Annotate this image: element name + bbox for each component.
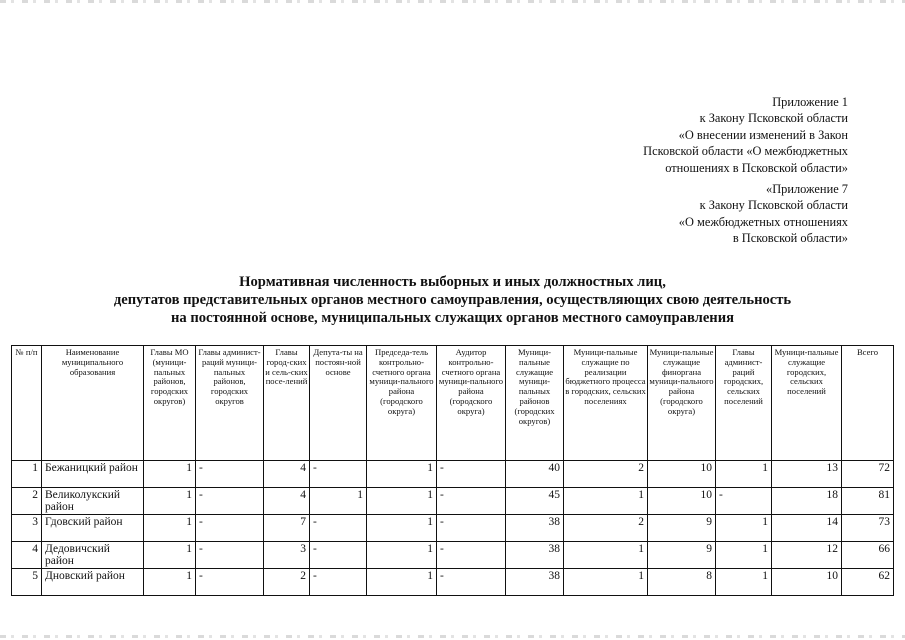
cell-value: - [196, 461, 264, 488]
cell-value: 1 [367, 488, 437, 515]
cell-index: 2 [12, 488, 42, 515]
cell-value: 7 [264, 515, 310, 542]
cell-index: 3 [12, 515, 42, 542]
header-budget-employees: Муници-пальные служащие по реализации бюджетного процесса в городских, сельских поселениях [564, 346, 648, 461]
title-line: на постоянной основе, муниципальных служащих органов местного самоуправления [170, 310, 735, 326]
header-heads-administrations: Главы админист-раций муници-пальных районов, городских округов [196, 346, 264, 461]
cell-value: - [437, 515, 506, 542]
cell-value: 38 [506, 569, 564, 596]
cell-value: 4 [264, 488, 310, 515]
cell-value: 1 [367, 515, 437, 542]
cell-value: 1 [716, 461, 772, 488]
cell-value: 10 [648, 488, 716, 515]
cell-value: 1 [367, 542, 437, 569]
cell-value: 1 [367, 569, 437, 596]
appendix-7-note [679, 181, 848, 247]
cell-value: - [310, 542, 367, 569]
cell-municipality: Гдовский район [42, 515, 144, 542]
cell-value: 1 [367, 461, 437, 488]
appendix-1-line: Псковской области «О межбюджетных [643, 144, 848, 159]
header-municipality: Наименование муниципального образования [42, 346, 144, 461]
cell-value: 9 [648, 542, 716, 569]
appendix-7-line: «О межбюджетных отношениях [678, 214, 848, 229]
cell-index: 5 [12, 569, 42, 596]
header-settlement-admin-heads: Главы админист-раций городских, сельских поселений [716, 346, 772, 461]
cell-total: 81 [842, 488, 894, 515]
cell-value: 12 [772, 542, 842, 569]
table-row [12, 515, 894, 542]
cell-value: 13 [772, 461, 842, 488]
cell-value: - [196, 515, 264, 542]
header-audit-chair: Предсeда-тель контрольно-счетного органа муници-пального района (городского округа) [367, 346, 437, 461]
cell-value: 38 [506, 515, 564, 542]
table-row [12, 542, 894, 569]
cell-value: 1 [144, 515, 196, 542]
cell-value: 1 [144, 542, 196, 569]
appendix-1-line: Приложение 1 [772, 95, 848, 109]
cell-value: 40 [506, 461, 564, 488]
appendix-1-line: «О внесении изменений в Закон [678, 127, 848, 142]
header-heads-mo: Главы МО (муници-пальных районов, городских округов) [144, 346, 196, 461]
cell-value: - [437, 461, 506, 488]
document-title [0, 273, 905, 327]
cell-index: 4 [12, 542, 42, 569]
cell-value: 9 [648, 515, 716, 542]
cell-value: 1 [716, 569, 772, 596]
cell-value: - [196, 542, 264, 569]
cell-value: 1 [716, 542, 772, 569]
cell-value: 8 [648, 569, 716, 596]
cell-value: 1 [716, 515, 772, 542]
cell-value: - [310, 461, 367, 488]
cell-value: 10 [648, 461, 716, 488]
cell-value: 1 [144, 461, 196, 488]
cell-value: 38 [506, 542, 564, 569]
header-total: Всего [842, 346, 894, 461]
cell-value: 4 [264, 461, 310, 488]
header-auditor: Аудитор контрольно-счетного органа муници-пального района (городского округа) [437, 346, 506, 461]
title-line: депутатов представительных органов местного самоуправления, осуществляющих свою деятельность [113, 292, 792, 308]
scan-edge-bottom [0, 635, 905, 638]
title-line: Нормативная численность выборных и иных должностных лиц, [239, 274, 666, 290]
cell-value: 1 [144, 569, 196, 596]
cell-total: 73 [842, 515, 894, 542]
table-row [12, 488, 894, 515]
cell-total: 72 [842, 461, 894, 488]
cell-value: 2 [564, 515, 648, 542]
cell-value: 1 [144, 488, 196, 515]
cell-value: - [437, 569, 506, 596]
table-row [12, 569, 894, 596]
appendix-1-line: к Закону Псковской области [699, 111, 848, 126]
header-district-employees: Муници-пальные служащие муници-пальных районов (городских округов) [506, 346, 564, 461]
staffing-table [11, 345, 894, 596]
cell-municipality: Дедовичский район [42, 542, 144, 569]
appendix-1-note [643, 94, 848, 176]
scan-edge-top [0, 0, 905, 3]
cell-value: 10 [772, 569, 842, 596]
cell-value: - [310, 569, 367, 596]
cell-value: - [437, 542, 506, 569]
cell-municipality: Великолукский район [42, 488, 144, 515]
cell-value: 14 [772, 515, 842, 542]
cell-value: - [196, 488, 264, 515]
appendix-1-line: отношениях в Псковской области» [665, 160, 848, 175]
cell-municipality: Дновский район [42, 569, 144, 596]
cell-municipality: Бежаницкий район [42, 461, 144, 488]
cell-value: 45 [506, 488, 564, 515]
cell-value: 1 [564, 488, 648, 515]
cell-value: 1 [564, 569, 648, 596]
header-index: № п/п [12, 346, 42, 461]
cell-total: 62 [842, 569, 894, 596]
cell-value: 2 [564, 461, 648, 488]
header-finance-employees: Муници-пальные служащие финоргана муници-пального района (городского округа) [648, 346, 716, 461]
cell-value: - [310, 515, 367, 542]
cell-value: 1 [310, 488, 367, 515]
table-row [12, 461, 894, 488]
cell-value: 2 [264, 569, 310, 596]
cell-value: - [716, 488, 772, 515]
appendix-7-line: в Псковской области» [732, 231, 848, 246]
cell-value: - [196, 569, 264, 596]
header-deputies: Депута-ты на постоян-ной основе [310, 346, 367, 461]
cell-value: 1 [564, 542, 648, 569]
header-settlement-employees: Муници-пальные служащие городских, сельских поселений [772, 346, 842, 461]
table-header-row [12, 346, 894, 461]
cell-value: 18 [772, 488, 842, 515]
cell-value: - [437, 488, 506, 515]
cell-total: 66 [842, 542, 894, 569]
appendix-7-line: к Закону Псковской области [699, 198, 848, 213]
cell-index: 1 [12, 461, 42, 488]
cell-value: 3 [264, 542, 310, 569]
appendix-7-line: «Приложение 7 [766, 182, 848, 196]
header-heads-settlements: Главы город-ских и сель-ских посе-лений [264, 346, 310, 461]
